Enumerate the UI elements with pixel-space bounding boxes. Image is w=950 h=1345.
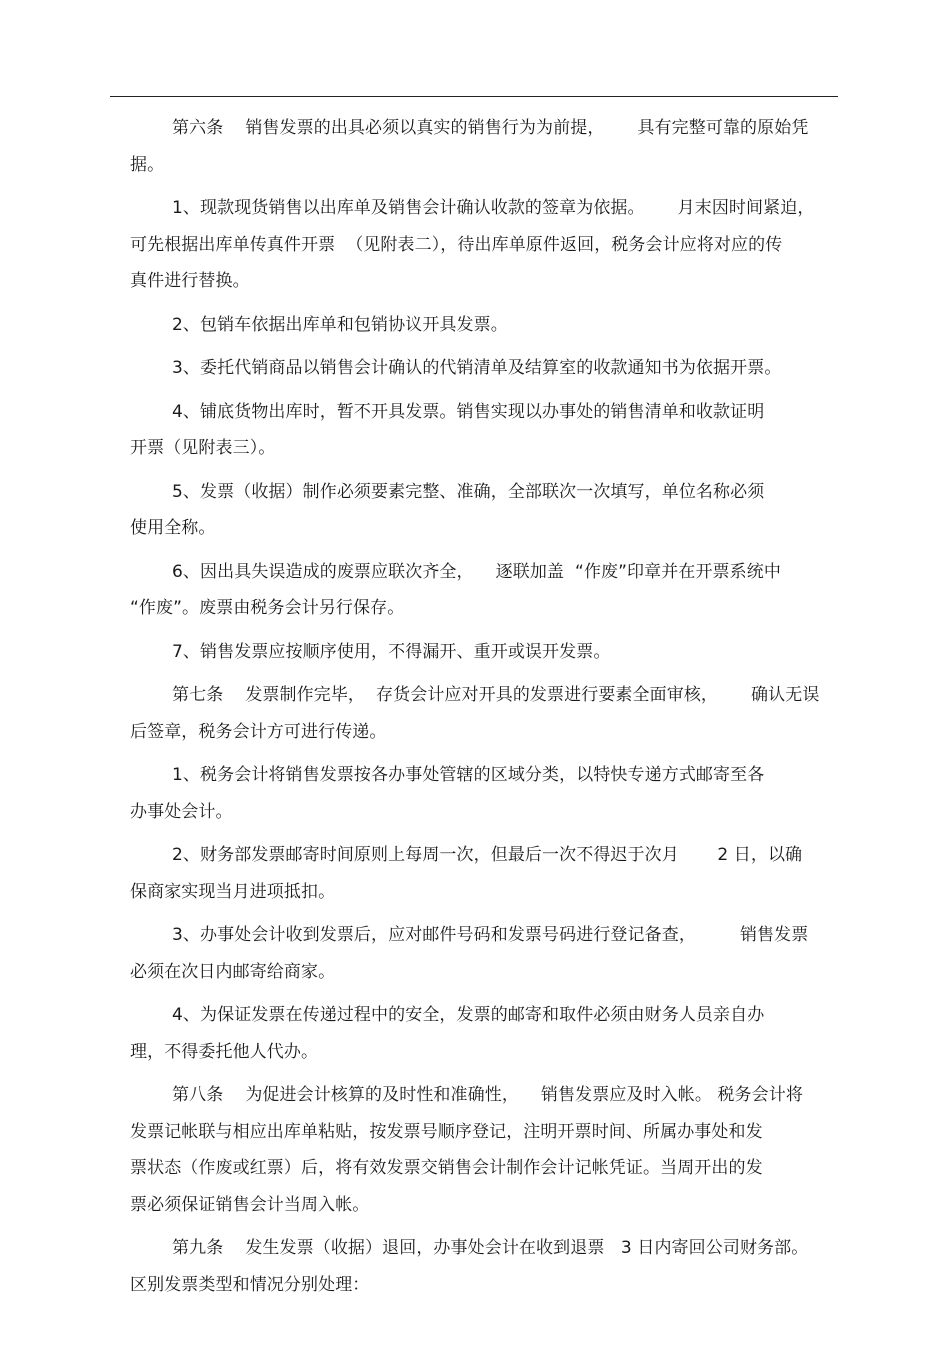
paragraph-line: 发票记帐联与相应出库单粘贴，按发票号顺序登记，注明开票时间、所属办事处和发 — [130, 1121, 763, 1142]
paragraph-line: 理，不得委托他人代办。 — [130, 1041, 319, 1062]
paragraph — [130, 474, 840, 547]
paragraph-line: 可先根据出库单传真件开票 （见附表二），待出库单原件返回，税务会计应将对应的传 — [130, 234, 783, 255]
paragraph — [130, 110, 840, 183]
paragraph-first-line: 第八条 为促进会计核算的及时性和准确性， 销售发票应及时入帐。 税务会计将 — [172, 1085, 803, 1105]
paragraph-line: 票必须保证销售会计当周入帐。 — [130, 1194, 370, 1215]
paragraph-line: 票状态（作废或红票）后，将有效发票交销售会计制作会计记帐凭证。当周开出的发 — [130, 1158, 763, 1178]
paragraph-first-line: 2、财务部发票邮寄时间原则上每周一次，但最后一次不得迟于次月 2 日，以确 — [172, 845, 803, 865]
paragraph-line: 真件进行替换。 — [130, 271, 250, 291]
paragraph — [130, 307, 840, 344]
paragraph-first-line: 第九条 发生发票（收据）退回，办事处会计在收到退票 3 日内寄回公司财务部。 — [172, 1238, 809, 1258]
paragraph — [130, 1230, 840, 1303]
paragraph — [130, 190, 840, 300]
paragraph — [130, 997, 840, 1070]
paragraph-line: 使用全称。 — [130, 518, 216, 538]
paragraph-line: 开票（见附表三）。 — [130, 438, 276, 458]
paragraph-first-line: 2、包销车依据出库单和包销协议开具发票。 — [172, 314, 508, 335]
paragraph — [130, 837, 840, 910]
paragraph-line: 后签章，税务会计方可进行传递。 — [130, 721, 387, 742]
header-rule — [110, 96, 838, 97]
paragraph — [130, 757, 840, 830]
paragraph-line: 区别发票类型和情况分别处理： — [130, 1274, 370, 1295]
paragraph-line: 保商家实现当月进项抵扣。 — [130, 881, 336, 902]
paragraph-first-line: 1、税务会计将销售发票按各办事处管辖的区域分类，以特快专递方式邮寄至各 — [172, 765, 765, 785]
paragraph-line: 据。 — [130, 154, 165, 175]
paragraph — [130, 634, 840, 671]
paragraph — [130, 917, 840, 990]
paragraph-line: 必须在次日内邮寄给商家。 — [130, 961, 336, 982]
paragraph — [130, 677, 840, 750]
paragraph-line: 办事处会计。 — [130, 801, 233, 822]
paragraph-first-line: 4、为保证发票在传递过程中的安全，发票的邮寄和取件必须由财务人员亲自办 — [172, 1005, 765, 1025]
paragraph-first-line: 5、发票（收据）制作必须要素完整、准确，全部联次一次填写，单位名称必须 — [172, 481, 765, 502]
paragraph-first-line: 6、因出具失误造成的废票应联次齐全， 逐联加盖 “作废”印章并在开票系统中 — [172, 561, 781, 582]
paragraph-first-line: 1、现款现货销售以出库单及销售会计确认收款的签章为依据。 月末因时间紧迫， — [172, 198, 815, 218]
paragraph — [130, 350, 840, 387]
paragraph-first-line: 3、办事处会计收到发票后，应对邮件号码和发票号码进行登记备查， 销售发票 — [172, 925, 809, 945]
paragraph — [130, 394, 840, 467]
paragraph — [130, 554, 840, 627]
paragraph-first-line: 第六条 销售发票的出具必须以真实的销售行为为前提， 具有完整可靠的原始凭 — [172, 118, 809, 138]
paragraph-first-line: 第七条 发票制作完毕， 存货会计应对开具的发票进行要素全面审核， 确认无误 — [172, 685, 820, 705]
paragraph-first-line: 4、铺底货物出库时，暂不开具发票。销售实现以办事处的销售清单和收款证明 — [172, 401, 765, 422]
paragraph — [130, 1077, 840, 1223]
paragraph-first-line: 7、销售发票应按顺序使用，不得漏开、重开或误开发票。 — [172, 641, 611, 662]
document-body — [130, 110, 840, 1310]
paragraph-line: “作废”。废票由税务会计另行保存。 — [130, 598, 405, 618]
paragraph-first-line: 3、委托代销商品以销售会计确认的代销清单及结算室的收款通知书为依据开票。 — [172, 358, 782, 378]
